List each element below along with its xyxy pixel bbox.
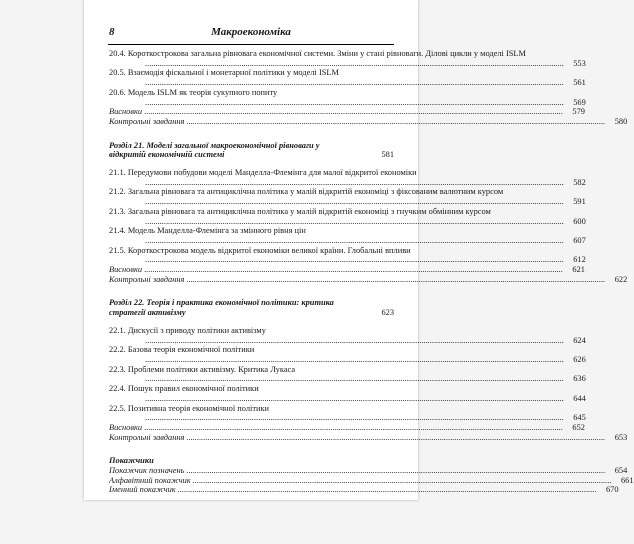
toc-entry[interactable]: 22.2. Базова теорія економічної політики ........................................................................................................................................................................................................ 626 [109, 345, 586, 364]
dot-leader: ........................................................................................................................................................................................................ [145, 393, 564, 403]
dot-leader: ........................................................................................................................................................................................................ [184, 116, 606, 126]
dot-leader: ........................................................................................................................................................................................................ [145, 177, 564, 187]
toc-entry[interactable]: 21.3. Загальна рівновага та антициклічна політика у малій відкритій економіці з гнучким обмінним курсом ........................................................................................................................................................................................................ 600 [109, 206, 586, 226]
dot-leader: ........................................................................................................................................................................................................ [145, 413, 564, 423]
dot-leader: ........................................................................................................................................................................................................ [145, 78, 564, 88]
toc-entry-text: Алфавітний покажчик ........................................................................................................................................................................................................ [109, 475, 612, 485]
toc-entry-text: Загальна рівновага та антициклічна політика у малій відкритій економіці з гнучким обмінним курсом [127, 206, 491, 216]
toc-entry-text: Контрольні завдання ........................................................................................................................................................................................................ [109, 116, 606, 126]
toc-entry[interactable]: 20.6. Модель ISLM як теорія сукупного попиту ........................................................................................................................................................................................................ 569 [109, 87, 586, 107]
toc-entry-index[interactable] [109, 475, 634, 486]
toc-entry-page: 580 [614, 116, 628, 126]
toc-entry-page: 581 [381, 150, 394, 160]
toc-entry-page: 622 [614, 274, 628, 284]
toc-entry-page: 569 [573, 97, 586, 107]
page-number: 8 [109, 26, 115, 38]
toc-entry[interactable]: 21.4. Модель Манделла-Флемінга за змінного рівня цін ........................................................................................................................................................................................................ 607 [109, 226, 586, 245]
chapter-title: Розділ 21. Моделі загальної макроекономічної рівноваги у відкритій економічній системі [109, 140, 320, 160]
toc-entry-text: Модель Манделла-Флемінга за змінного рівня цін [127, 226, 306, 236]
toc-entry-text: Короткострокова модель відкритої економіки великої країни. Глобальні впливи [127, 245, 411, 255]
toc-entry-page: 645 [573, 413, 586, 423]
dot-leader: ........................................................................................................................................................................................................ [184, 466, 606, 476]
indexes-title: Покажчики [109, 456, 154, 466]
toc-entry-text: Модель ISLM як теорія сукупного попиту [127, 87, 278, 97]
toc-entry-page: 626 [573, 354, 586, 364]
toc-entry-text: Висновки ........................................................................................................................................................................................................ [109, 422, 563, 432]
toc-entry-text: Висновки ........................................................................................................................................................................................................ [109, 265, 563, 275]
dot-leader: ........................................................................................................................................................................................................ [184, 274, 606, 284]
toc-entry-page: 654 [614, 466, 628, 476]
table-of-contents [109, 49, 634, 495]
toc-entry-text: Взаємодія фіскальної і монетарної політики у моделі ISLM [127, 68, 339, 78]
dot-leader: ........................................................................................................................................................................................................ [142, 265, 563, 275]
toc-entry[interactable]: 20.5. Взаємодія фіскальної і монетарної політики у моделі ISLM ........................................................................................................................................................................................................ 561 [109, 68, 586, 88]
toc-entry-page: 600 [573, 216, 586, 226]
toc-entry[interactable]: 21.5. Короткострокова модель відкритої економіки великої країни. Глобальні впливи ........................................................................................................................................................................................................ 612 [109, 245, 586, 265]
running-header [84, 26, 418, 44]
toc-entry-tasks[interactable] [109, 274, 628, 285]
dot-leader: ........................................................................................................................................................................................................ [145, 374, 564, 384]
toc-entry-index[interactable] [109, 485, 619, 495]
toc-entry-text: Висновки ........................................................................................................................................................................................................ [109, 107, 563, 117]
toc-entry-text: Базова теорія економічної політики [127, 345, 255, 355]
toc-entry-text: Короткострокова загальна рівновага економічної системи. Зміни у стані рівноваги. Ділові цикли у моделі ISLM [127, 49, 526, 58]
toc-entry-tasks[interactable] [109, 116, 628, 127]
toc-entry-page: 553 [573, 58, 586, 68]
toc-entry-conclusions[interactable] [109, 422, 585, 433]
toc-entry-page: 624 [573, 335, 586, 345]
chapter-title: Розділ 22. Теорія і практика економічної політики: критика стратегії активізму [109, 298, 334, 318]
toc-entry-page: 579 [572, 107, 585, 117]
toc-entry-text: Загальна рівновага та антициклічна політика у малій відкритій економіці з фіксованим валютним курсом [127, 187, 504, 197]
toc-entry-text: Іменний покажчик ........................................................................................................................................................................................................ [109, 485, 597, 495]
dot-leader: ........................................................................................................................................................................................................ [142, 422, 563, 432]
running-title: Макроекономіка [211, 26, 291, 38]
toc-entry-text: Контрольні завдання ........................................................................................................................................................................................................ [109, 274, 606, 284]
toc-entry-text: Пошук правил економічної політики [127, 384, 259, 394]
toc-entry-page: 623 [381, 308, 394, 318]
dot-leader: ........................................................................................................................................................................................................ [145, 235, 564, 245]
toc-entry[interactable]: 22.1. Дискусії з приводу політики активізму ........................................................................................................................................................................................................ 624 [109, 325, 586, 345]
dot-leader: ........................................................................................................................................................................................................ [145, 58, 564, 68]
toc-entry-page: 612 [573, 255, 586, 265]
toc-entry-page: 644 [573, 393, 586, 403]
toc-entry-text: Дискусії з приводу політики активізму [127, 325, 266, 335]
toc-entry-page: 670 [605, 485, 619, 495]
toc-entry-page: 561 [573, 78, 586, 88]
toc-chapter-22[interactable] [109, 298, 394, 317]
dot-leader: ........................................................................................................................................................................................................ [145, 197, 564, 207]
toc-entry-text: Проблеми політики активізму. Критика Лукаса [127, 364, 296, 374]
toc-chapter-21[interactable] [109, 141, 394, 160]
toc-entry-text: Контрольні завдання ........................................................................................................................................................................................................ [109, 432, 606, 442]
toc-entry-conclusions[interactable] [109, 107, 585, 117]
toc-entry-page: 661 [620, 475, 634, 485]
toc-entry-text: Передумови побудови моделі Манделла-Флемінга для малої відкритої економіки [127, 168, 417, 178]
toc-entry-index[interactable] [109, 466, 628, 476]
dot-leader: ........................................................................................................................................................................................................ [190, 475, 612, 485]
toc-entry-conclusions[interactable] [109, 265, 585, 275]
toc-entry-page: 582 [573, 177, 586, 187]
toc-entry[interactable]: 22.5. Позитивна теорія економічної політики ........................................................................................................................................................................................................ 645 [109, 403, 586, 423]
dot-leader: ........................................................................................................................................................................................................ [145, 255, 564, 265]
toc-indexes-heading [109, 456, 394, 466]
toc-entry[interactable]: 22.4. Пошук правил економічної політики ........................................................................................................................................................................................................ 644 [109, 384, 586, 403]
book-page [84, 0, 634, 500]
toc-entry-page: 607 [573, 235, 586, 245]
toc-entry-page: 653 [614, 432, 628, 442]
dot-leader: ........................................................................................................................................................................................................ [175, 485, 597, 495]
toc-entry-page: 591 [573, 197, 586, 207]
toc-entry[interactable]: 20.4. Короткострокова загальна рівновага економічної системи. Зміни у стані рівноваги. Ділові цикли у моделі ISLM ........................................................................................................................................................................................................ 553 [109, 49, 586, 68]
toc-entry-tasks[interactable] [109, 432, 628, 443]
toc-entry-text: Позитивна теорія економічної політики [127, 403, 270, 413]
dot-leader: ........................................................................................................................................................................................................ [145, 216, 564, 226]
toc-entry[interactable]: 22.3. Проблеми політики активізму. Критика Лукаса ........................................................................................................................................................................................................ 636 [109, 364, 586, 384]
toc-entry-text: Покажчик позначень ........................................................................................................................................................................................................ [109, 466, 606, 476]
header-rule [108, 44, 394, 45]
toc-entry[interactable]: 21.2. Загальна рівновага та антициклічна політика у малій відкритій економіці з фіксованим валютним курсом ........................................................................................................................................................................................................ 591 [109, 187, 586, 207]
dot-leader: ........................................................................................................................................................................................................ [145, 97, 564, 107]
toc-entry[interactable]: 21.1. Передумови побудови моделі Манделла-Флемінга для малої відкритої економіки ........................................................................................................................................................................................................ 582 [109, 168, 586, 187]
dot-leader: ........................................................................................................................................................................................................ [142, 107, 563, 117]
toc-entry-page: 621 [572, 265, 585, 275]
dot-leader: ........................................................................................................................................................................................................ [145, 335, 564, 345]
toc-entry-page: 652 [572, 422, 585, 432]
toc-entry-page: 636 [573, 374, 586, 384]
dot-leader: ........................................................................................................................................................................................................ [184, 432, 606, 442]
dot-leader: ........................................................................................................................................................................................................ [145, 354, 564, 364]
